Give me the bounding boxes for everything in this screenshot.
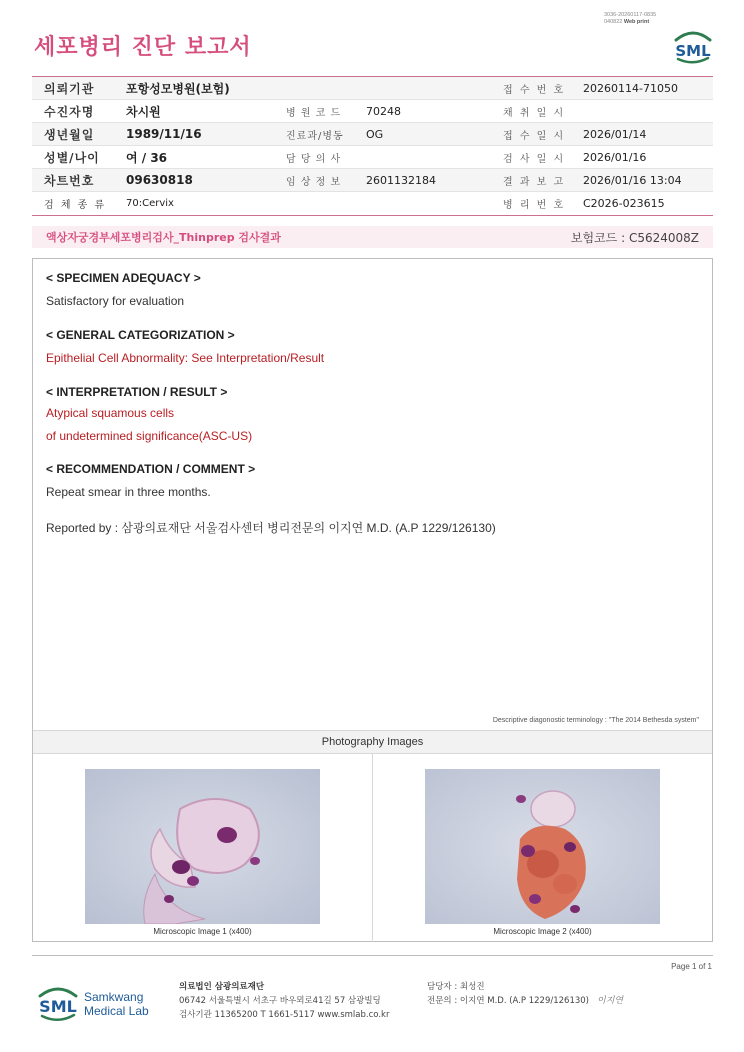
label-result-report: 결 과 보 고 [503,176,566,188]
value-received-time: 2026/01/14 [583,127,647,141]
adequacy-text: Satisfactory for evaluation [46,294,185,308]
microscopic-image-2 [425,769,660,924]
value-department: OG [366,127,384,141]
value-test-time: 2026/01/16 [583,150,647,164]
samkwang-logo [36,978,166,1028]
categorization-text: Epithelial Cell Abnormality: See Interpretation/Result [46,351,325,365]
label-birth-date: 생년월일 [44,127,95,142]
value-result-report: 2026/01/16 13:04 [583,173,682,187]
insurance-code: 보험코드 : C5624008Z [570,230,699,245]
info-row [32,123,713,146]
value-accession-number: 20260114-71050 [583,81,678,95]
value-specimen-type: 70:Cervix [126,198,174,209]
info-row [32,169,713,192]
print-id: 3036-20260117-0835 040822 Web print [604,12,657,25]
label-accession-number: 접 수 번 호 [503,84,566,96]
label-hospital-code: 병 원 코 드 [286,107,342,119]
logo-line-1: Samkwang [84,990,144,1004]
recommendation-heading: < RECOMMENDATION / COMMENT > [46,462,256,476]
org-name: 의료법인 삼광의료재단 [179,982,265,992]
value-physician [354,146,489,168]
label-patient-name: 수진자명 [44,104,95,119]
label-collection-time: 채 취 일 시 [503,107,566,119]
value-hospital-code: 70248 [366,104,401,118]
info-row [32,100,713,123]
page-title: 세포병리 진단 보고서 [34,35,252,60]
value-chart-number: 09630818 [126,173,193,187]
value-sex-age: 여 / 36 [126,150,168,165]
photo-section-title: Photography Images [33,730,712,754]
result-text-area [46,271,686,536]
value-pathology-number: C2026-023615 [583,197,665,210]
label-clinical-info: 임 상 정 보 [286,176,342,188]
label-requesting-institution: 의뢰기관 [44,81,95,96]
value-collection-time [569,100,713,122]
label-sex-age: 성별/나이 [44,150,100,165]
sml-logo-text: SML [675,42,711,60]
result-box [32,258,713,942]
microscopic-image-1 [85,769,320,924]
caption-image-1: Microscopic Image 1 (x400) [153,927,252,936]
label-received-time: 접 수 일 시 [503,130,566,142]
test-name: 액상자궁경부세포병리검사_Thinprep 검사결과 [46,231,281,244]
reported-by: Reported by : 삼광의료재단 서울검사센터 병리전문의 이지연 M.D. (A.P 1229/126130) [46,521,496,535]
interpretation-line-2: of undetermined significance(ASC-US) [46,429,253,443]
recommendation-text: Repeat smear in three months. [46,485,211,499]
footer-divider [32,955,713,956]
value-requesting-institution: 포항성모병원(보험) [126,81,230,96]
org-address: 06742 서울특별시 서초구 바우뫼로41길 57 삼광빌딩 [179,996,381,1006]
caption-image-2: Microscopic Image 2 (x400) [493,927,592,936]
value-patient-name: 차시원 [126,104,161,119]
bethesda-note: Descriptive diagonostic terminology : "The 2014 Bethesda system" [492,717,699,724]
organization-info [179,980,389,1022]
value-clinical-info: 2601132184 [366,173,436,187]
signature: 이지연 [597,996,624,1006]
info-row [32,146,713,169]
logo-line-2: Medical Lab [84,1004,149,1018]
specialist-name: 이지연 M.D. (A.P 1229/126130) [459,996,589,1006]
label-specimen-type: 검 체 종 류 [44,200,107,211]
photo-divider [372,754,373,942]
label-physician: 담 당 의 사 [286,153,342,165]
interpretation-heading: < INTERPRETATION / RESULT > [46,385,228,399]
interpretation-line-1: Atypical squamous cells [46,406,175,420]
staff-name: 최성진 [459,982,485,992]
label-chart-number: 차트번호 [44,173,95,188]
info-row [32,192,713,215]
svg-text:SML: SML [39,997,77,1016]
staff-info: 담당자 : 최성진 전문의 : 이지연 M.D. (A.P 1229/126130) 이지연 [427,982,624,1006]
org-contact: 검사기관 11365200 T 1661-5117 www.smlab.co.kr [179,1010,390,1020]
label-test-time: 검 사 일 시 [503,153,566,165]
label-pathology-number: 병 리 번 호 [503,200,566,211]
page-number: Page 1 of 1 [671,962,712,971]
adequacy-heading: < SPECIMEN ADEQUACY > [46,271,201,285]
label-department: 진료과/병동 [286,130,344,142]
value-birth-date: 1989/11/16 [126,127,202,141]
test-name-bar [32,226,713,248]
categorization-heading: < GENERAL CATEGORIZATION > [46,328,235,342]
info-row [32,77,713,100]
patient-info-table [32,76,713,216]
sml-logo [672,26,714,64]
